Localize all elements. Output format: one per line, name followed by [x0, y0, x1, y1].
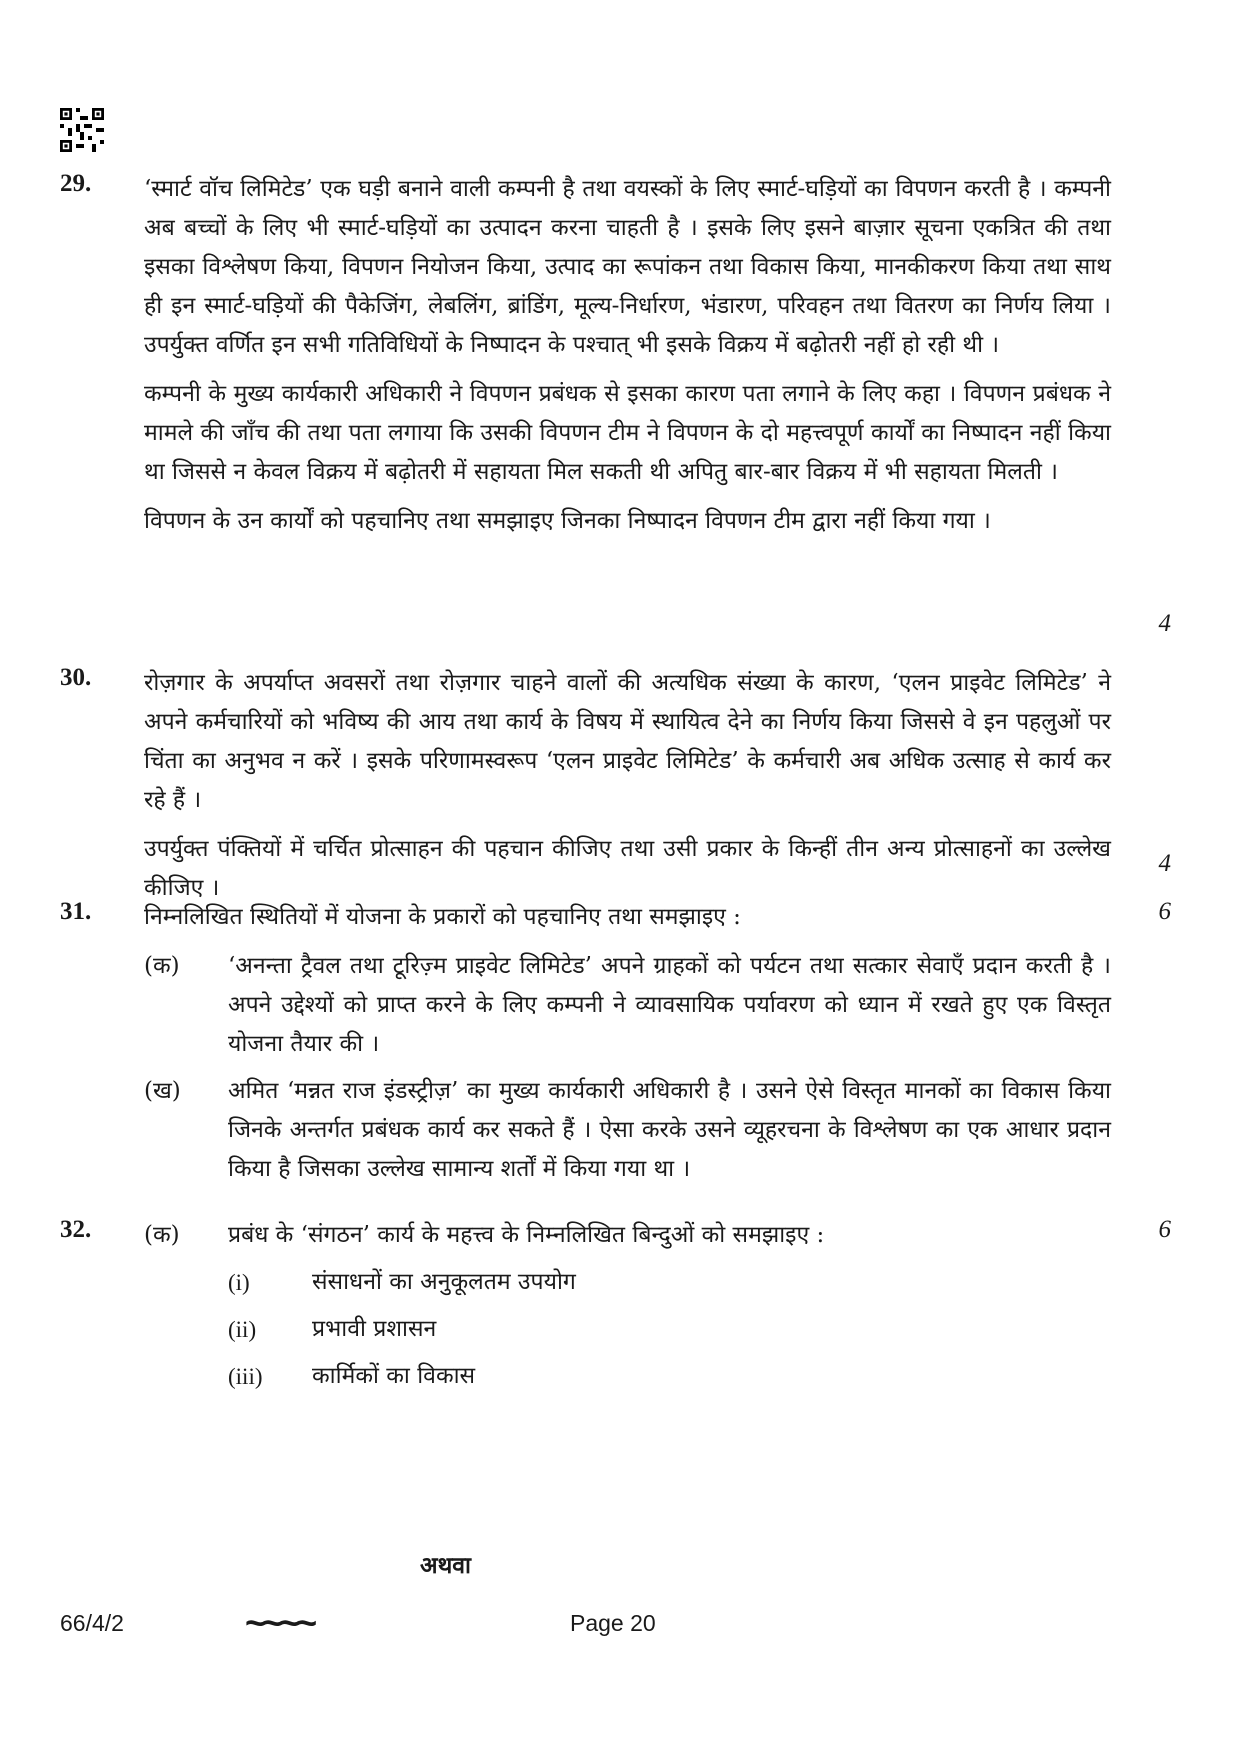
sub-text: ‘अनन्ता ट्रैवल तथा टूरिज़्म प्राइवेट लिमिटेड’ अपने ग्राहकों को पर्यटन तथा सत्कार सेवाएँ प्रदान करती है । अपने उद्देश्यों को प्राप्त करने के लिए कम्पनी ने व्यावसायिक पर्यावरण को ध्यान में रखते हुए एक विस्तृत योजना तैयार की ।: [228, 953, 1111, 1057]
question-intro: निम्नलिखित स्थितियों में योजना के प्रकारों को पहचानिए तथा समझाइए :: [144, 904, 741, 930]
item-text: संसाधनों का अनुकूलतम उपयोग: [312, 1269, 576, 1295]
sub-label: (क): [144, 1222, 180, 1248]
marks: 6: [1158, 898, 1171, 925]
question-number: 30.: [60, 664, 92, 691]
sub-label: (ख): [144, 1078, 181, 1104]
sub-text: अमित ‘मन्नत राज इंडस्ट्रीज़’ का मुख्य कार्यकारी अधिकारी है । उसने ऐसे विस्तृत मानकों का विकास किया जिनके अन्तर्गत प्रबंधक कार्य कर सकते हैं । ऐसा करके उसने व्यूहरचना के विश्लेषण का एक आधार प्रदान किया है जिसका उल्लेख सामान्य शर्तों में किया गया था ।: [228, 1078, 1111, 1182]
list-item: [228, 1357, 1111, 1396]
list-item: [228, 1263, 1111, 1302]
tilde-mark: ~~~~: [245, 1602, 314, 1643]
question-30: [60, 664, 1171, 918]
marks: 4: [1158, 850, 1171, 877]
item-text: कार्मिकों का विकास: [312, 1363, 476, 1389]
question-paragraph: उपर्युक्त पंक्तियों में चर्चित प्रोत्साहन की पहचान कीजिए तथा उसी प्रकार के किन्हीं तीन अन्य प्रोत्साहनों का उल्लेख कीजिए ।: [144, 836, 1111, 901]
question-paragraph: विपणन के उन कार्यों को पहचानिए तथा समझाइए जिनका निष्पादन विपणन टीम द्वारा नहीं किया गया ।: [144, 508, 991, 534]
sub-question-a: [144, 1216, 1111, 1255]
question-31: [60, 898, 1171, 1189]
paper-code: 66/4/2: [60, 1610, 124, 1636]
question-number: 32.: [60, 1216, 92, 1243]
marks: 4: [1158, 610, 1171, 637]
question-paragraph: कम्पनी के मुख्य कार्यकारी अधिकारी ने विपणन प्रबंधक से इसका कारण पता लगाने के लिए कहा । विपणन प्रबंधक ने मामले की जाँच की तथा पता लगाया कि उसकी विपणन टीम ने विपणन के दो महत्त्वपूर्ण कार्यों का निष्पादन नहीं किया था जिससे न केवल विक्रय में बढ़ोतरी में सहायता मिल सकती थी अपितु बार-बार विक्रय में भी सहायता मिलती ।: [144, 381, 1111, 485]
item-label: (i): [228, 1270, 250, 1295]
item-label: (iii): [228, 1364, 263, 1389]
sub-text: प्रबंध के ‘संगठन’ कार्य के महत्त्व के निम्नलिखित बिन्दुओं को समझाइए :: [228, 1222, 825, 1248]
sub-label: (क): [144, 953, 180, 979]
item-text: प्रभावी प्रशासन: [312, 1316, 437, 1342]
question-29: [60, 170, 1171, 637]
list-item: [228, 1310, 1111, 1349]
sub-question-b: [144, 1072, 1111, 1189]
qr-code-icon: [60, 108, 104, 152]
page-footer: [60, 1602, 1181, 1650]
question-number: 29.: [60, 170, 92, 197]
marks: 6: [1158, 1216, 1171, 1243]
sub-question-a: [144, 947, 1111, 1064]
question-paragraph: ‘स्मार्ट वॉच लिमिटेड’ एक घड़ी बनाने वाली कम्पनी है तथा वयस्कों के लिए स्मार्ट-घड़ियों का विपणन करती है । कम्पनी अब बच्चों के लिए भी स्मार्ट-घड़ियों का उत्पादन करना चाहती है । इसके लिए इसने बाज़ार सूचना एकत्रित की तथा इसका विश्लेषण किया, विपणन नियोजन किया, उत्पाद का रूपांकन तथा विकास किया, मानकीकरण किया तथा साथ ही इन स्मार्ट-घड़ियों की पैकेजिंग, लेबलिंग, ब्रांडिंग, मूल्य-निर्धारण, भंडारण, परिवहन तथा वितरण का निर्णय लिया । उपर्युक्त वर्णित इन सभी गतिविधियों के निष्पादन के पश्चात् भी इसके विक्रय में बढ़ोतरी नहीं हो रही थी ।: [144, 176, 1111, 358]
item-label: (ii): [228, 1317, 257, 1342]
question-32: [60, 1216, 1171, 1404]
question-number: 31.: [60, 898, 92, 925]
question-paragraph: रोज़गार के अपर्याप्त अवसरों तथा रोज़गार चाहने वालों की अत्यधिक संख्या के कारण, ‘एलन प्राइवेट लिमिटेड’ ने अपने कर्मचारियों को भविष्य की आय तथा कार्य के विषय में स्थायित्व देने का निर्णय किया जिससे वे इन पहलुओं पर चिंता का अनुभव न करें । इसके परिणामस्वरूप ‘एलन प्राइवेट लिमिटेड’ के कर्मचारी अब अधिक उत्साह से कार्य कर रहे हैं ।: [144, 670, 1111, 813]
page-number: Page 20: [570, 1610, 656, 1636]
or-separator: अथवा: [420, 1552, 472, 1579]
